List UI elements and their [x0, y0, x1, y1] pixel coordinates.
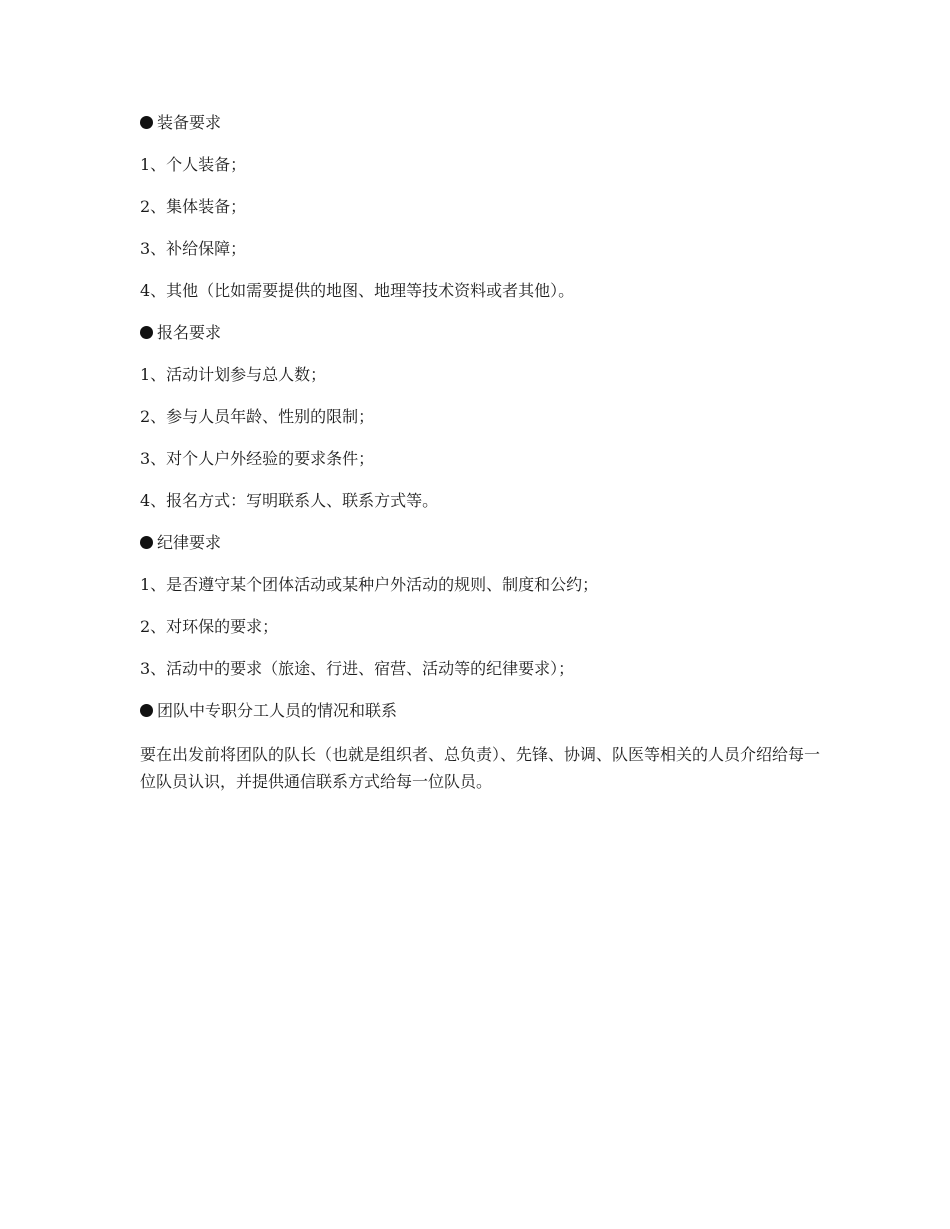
document-page [140, 112, 820, 795]
bullet-icon [140, 536, 153, 549]
list-item: 2、对环保的要求； [140, 617, 279, 636]
list-item: 4、其他（比如需要提供的地图、地理等技术资料或者其他）。 [140, 281, 575, 300]
list-item: 3、活动中的要求（旅途、行进、宿营、活动等的纪律要求）； [140, 659, 575, 678]
list-item: 3、补给保障； [140, 239, 247, 258]
list-item: 1、活动计划参与总人数； [140, 365, 327, 384]
list-item: 3、对个人户外经验的要求条件； [140, 449, 375, 468]
list-item: 1、个人装备； [140, 155, 247, 174]
list-item: 2、参与人员年龄、性别的限制； [140, 407, 375, 426]
section-heading-discipline: 纪律要求 [140, 532, 820, 554]
team-roles-paragraph: 要在出发前将团队的队长（也就是组织者、总负责）、先锋、协调、队医等相关的人员介绍给每一位队员认识，并提供通信联系方式给每一位队员。 [140, 745, 821, 791]
section-heading-team-roles: 团队中专职分工人员的情况和联系 [140, 700, 820, 722]
section-heading-equipment: 装备要求 [140, 112, 820, 134]
section-heading-registration: 报名要求 [140, 322, 820, 344]
bullet-icon [140, 326, 153, 339]
bullet-icon [140, 704, 153, 717]
bullet-icon [140, 116, 153, 129]
list-item: 1、是否遵守某个团体活动或某种户外活动的规则、制度和公约； [140, 575, 599, 594]
list-item: 4、报名方式：写明联系人、联系方式等。 [140, 491, 439, 510]
list-item: 2、集体装备； [140, 197, 247, 216]
